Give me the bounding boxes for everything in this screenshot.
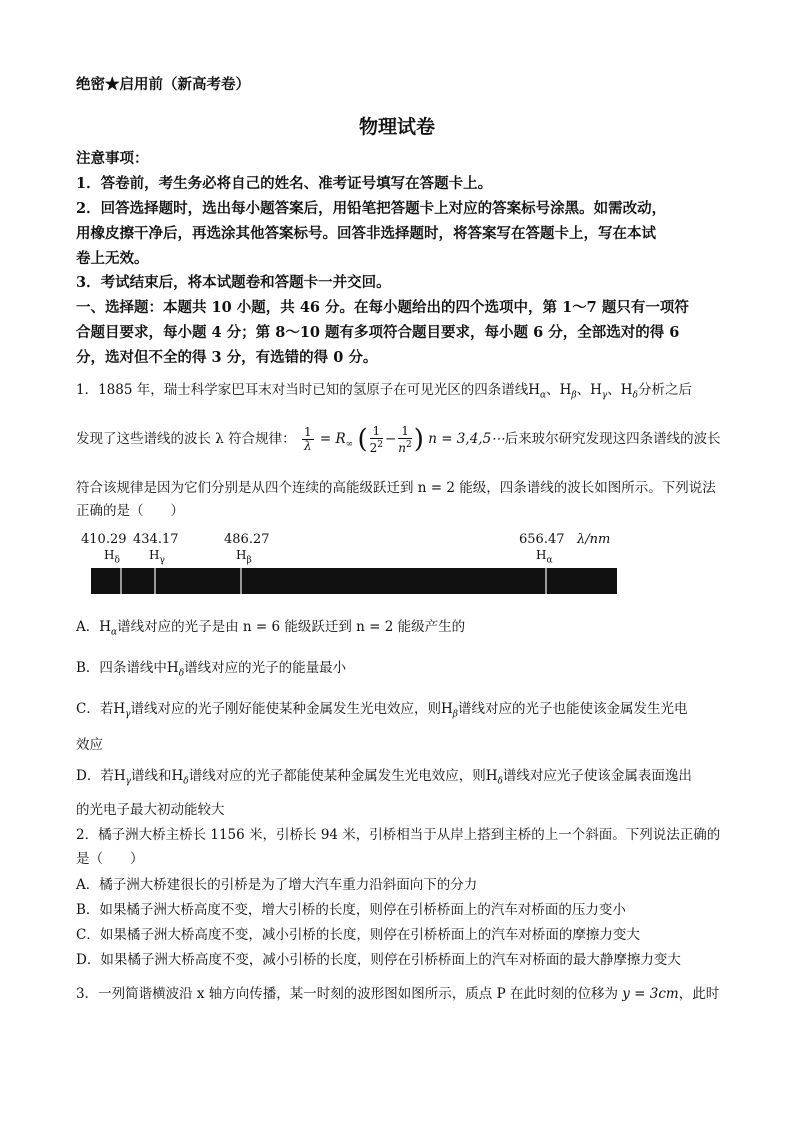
q1-line-4: 正确的是（ ） bbox=[76, 503, 184, 519]
note-2-line-1: 2．回答选择题时，选出每小题答案后，用铅笔把答题卡上对应的答案标号涂黑。如需改动， bbox=[76, 200, 667, 217]
notes-heading: 注意事项： bbox=[76, 150, 149, 167]
q2-option-a: A．橘子洲大桥建很长的引桥是为了增大汽车重力沿斜面向下的分力 bbox=[76, 877, 478, 893]
q1-option-c-line-2: 效应 bbox=[76, 737, 103, 753]
section-1-line-3: 分，选对但不全的得 3 分，有选错的得 0 分。 bbox=[76, 349, 378, 366]
spectral-line-h-delta bbox=[120, 568, 122, 594]
spectrum-value-h-delta: 410.29 bbox=[81, 532, 127, 547]
spectrum-bar bbox=[91, 568, 617, 594]
section-1-line-1: 一、选择题：本题共 10 小题，共 46 分。在每小题给出的四个选项中，第 1～7 题只有一项符 bbox=[76, 299, 689, 316]
spectrum-label-h-gamma: $H_\gamma$ bbox=[149, 548, 165, 566]
formula-lhs: $\frac{1}{\lambda}$ bbox=[303, 425, 312, 453]
spectrum-label-h-beta: $H_\beta$ bbox=[236, 548, 252, 566]
q3-line-1: 3．一列简谐横波沿 x 轴方向传播，某一时刻的波形图如图所示，质点 P 在此时刻的位移为 y = 3cm，此时 bbox=[76, 986, 720, 1002]
q1-option-b: B．四条谱线中$H_\delta$谱线对应的光子的能量最小 bbox=[76, 660, 347, 679]
q1-line-2: 发现了这些谱线的波长 λ 符合规律： $\frac{1}{\lambda}$ = $R_\infty$ ( $\frac{1}{2^2}$ − $\frac{1}{n^2}$ ) n = 3,4,5⋯后来玻尔研究发现这四条谱线的波长 bbox=[76, 423, 721, 455]
q1-option-d-line-2: 的光电子最大初动能较大 bbox=[76, 802, 225, 818]
q2-line-1: 2．橘子洲大桥主桥长 1156 米，引桥长 94 米，引桥相当于从岸上搭到主桥的上一个斜面。下列说法正确的 bbox=[76, 827, 721, 843]
spectrum-value-h-gamma: 434.17 bbox=[133, 532, 179, 547]
spectrum-value-h-alpha: 656.47 bbox=[519, 532, 565, 547]
q2-line-2: 是（ ） bbox=[76, 851, 144, 867]
q1-line-1: 1．1885 年，瑞士科学家巴耳末对当时已知的氢原子在可见光区的四条谱线$H_\alpha$、$H_\beta$、$H_\gamma$、$H_\delta$分析之后 bbox=[76, 382, 692, 401]
confidential-mark: 绝密★启用前（新高考卷） bbox=[76, 76, 250, 93]
spectrum-unit: λ/nm bbox=[577, 532, 611, 547]
hydrogen-spectrum-figure bbox=[0, 528, 794, 598]
formula-term-1: $\frac{1}{2^2}$ bbox=[369, 423, 383, 455]
q2-option-d: D．如果橘子洲大桥高度不变，减小引桥的长度，则停在引桥桥面上的汽车对桥面的最大静摩擦力变大 bbox=[76, 952, 681, 968]
q2-option-b: B．如果橘子洲大桥高度不变，增大引桥的长度，则停在引桥桥面上的汽车对桥面的压力变小 bbox=[76, 902, 626, 918]
q1-option-c: C．若$H_\gamma$谱线对应的光子刚好能使某种金属发生光电效应，则$H_\beta$谱线对应的光子也能使该金属发生光电 bbox=[76, 701, 688, 720]
spectral-line-h-alpha bbox=[545, 568, 547, 594]
spectral-line-h-gamma bbox=[154, 568, 156, 594]
section-1-line-2: 合题目要求，每小题 4 分；第 8～10 题有多项符合题目要求，每小题 6 分，全部选对的得 6 bbox=[76, 324, 680, 341]
page-title: 物理试卷 bbox=[358, 116, 435, 138]
spectrum-value-h-beta: 486.27 bbox=[224, 532, 270, 547]
q2-option-c: C．如果橘子洲大桥高度不变，减小引桥的长度，则停在引桥桥面上的汽车对桥面的摩擦力变大 bbox=[76, 927, 640, 943]
q1-line-3: 符合该规律是因为它们分别是从四个连续的高能级跃迁到 n = 2 能级，四条谱线的波长如图所示。下列说法 bbox=[76, 480, 716, 496]
q1-option-a: A．$H_\alpha$谱线对应的光子是由 n = 6 能级跃迁到 n = 2 能级产生的 bbox=[76, 619, 466, 638]
note-2-line-3: 卷上无效。 bbox=[76, 250, 149, 267]
q1-option-d: D．若$H_\gamma$谱线和$H_\delta$谱线对应的光子都能使某种金属发生光电效应，则$H_\delta$谱线对应光子使该金属表面逸出 bbox=[76, 768, 692, 787]
formula-term-2: $\frac{1}{n^2}$ bbox=[398, 423, 412, 455]
spectrum-label-h-delta: $H_\delta$ bbox=[104, 548, 120, 566]
spectrum-label-h-alpha: $H_\alpha$ bbox=[536, 548, 553, 566]
note-3: 3．考试结束后，将本试题卷和答题卡一并交回。 bbox=[76, 274, 391, 291]
note-2-line-2: 用橡皮擦干净后，再选涂其他答案标号。回答非选择题时，将答案写在答题卡上，写在本试 bbox=[76, 225, 656, 242]
note-1: 1．答卷前，考生务必将自己的姓名、准考证号填写在答题卡上。 bbox=[76, 175, 493, 192]
spectral-line-h-beta bbox=[240, 568, 242, 594]
